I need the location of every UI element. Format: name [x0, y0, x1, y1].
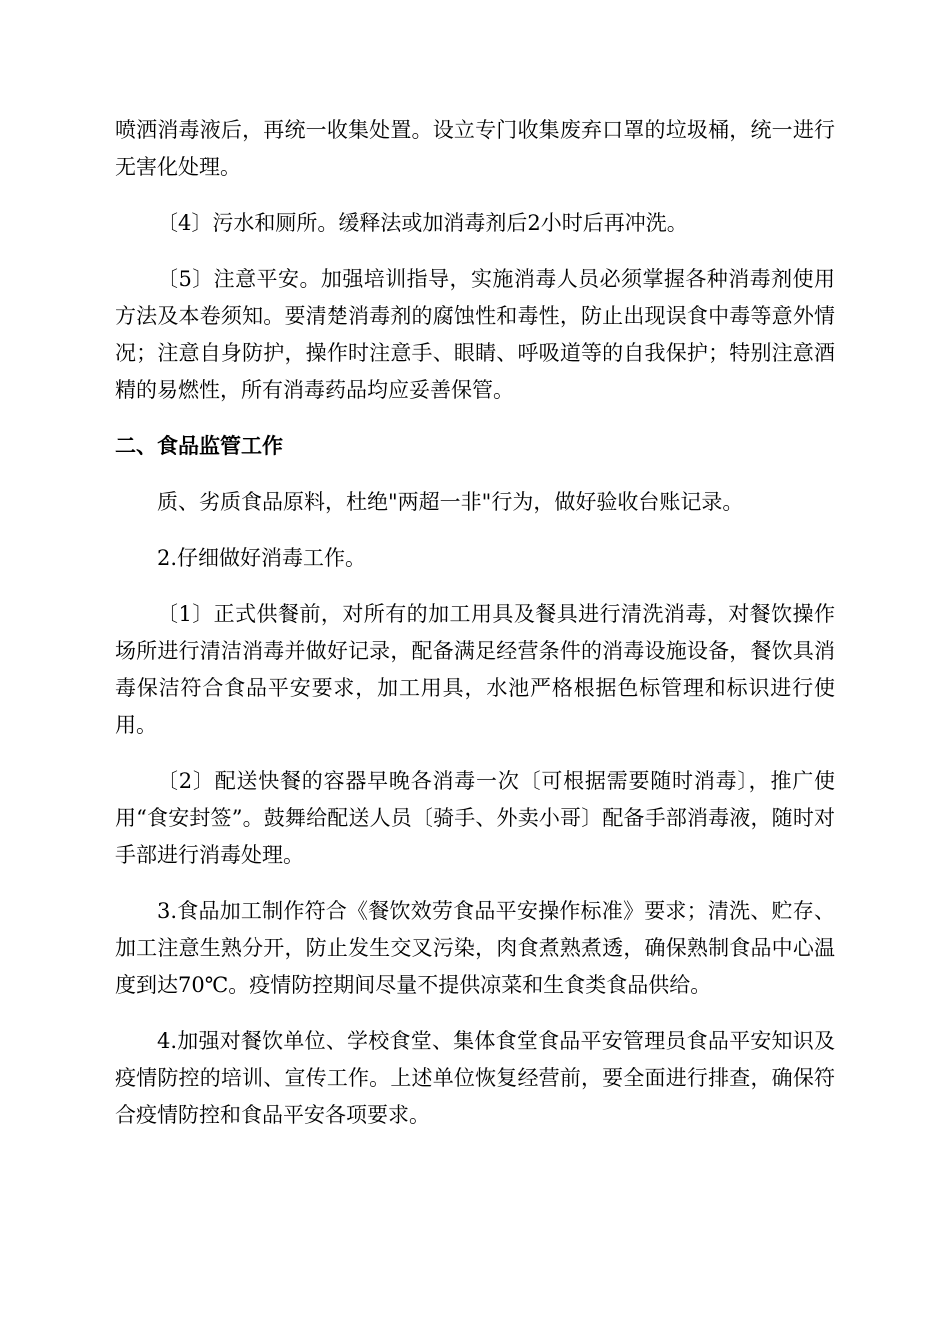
- paragraph-delivery-containers: 〔2〕配送快餐的容器早晚各消毒一次〔可根据需要随时消毒〕，推广使用“食安封签”。鼓舞给配送人员〔骑手、外卖小哥〕配备手部消毒液，随时对手部进行消毒处理。: [115, 769, 835, 867]
- paragraph-pre-service-cleaning: 〔1〕正式供餐前，对所有的加工用具及餐具进行清洗消毒，对餐饮操作场所进行清洁消毒并做好记录，配备满足经营条件的消毒设施设备，餐饮具消毒保洁符合食品平安要求，加工用具，水池严格根据色标管理和标识进行使用。: [115, 602, 835, 737]
- paragraph-continuation: 喷洒消毒液后，再统一收集处置。设立专门收集废弃口罩的垃圾桶，统一进行无害化处理。: [115, 118, 835, 179]
- document-page: [115, 112, 835, 1134]
- paragraph-raw-materials: 质、劣质食品原料，杜绝"两超一非"行为，做好验收台账记录。: [157, 490, 744, 514]
- section-heading-food-supervision: 二、食品监管工作: [115, 434, 283, 458]
- paragraph-food-processing: 3.食品加工制作符合《餐饮效劳食品平安操作标准》要求；清洗、贮存、加工注意生熟分开，防止发生交叉污染，肉食煮熟煮透，确保熟制食品中心温度到达70℃。疫情防控期间尽量不提供凉菜和生食类食品供给。: [115, 899, 835, 997]
- paragraph-disinfection-title: 2.仔细做好消毒工作。: [157, 546, 367, 570]
- paragraph-sewage-toilet: 〔4〕污水和厕所。缓释法或加消毒剂后2小时后再冲洗。: [157, 211, 688, 235]
- paragraph-training: 4.加强对餐饮单位、学校食堂、集体食堂食品平安管理员食品平安知识及疫情防控的培训、宣传工作。上述单位恢复经营前，要全面进行排查，确保符合疫情防控和食品平安各项要求。: [115, 1029, 835, 1127]
- paragraph-safety-notice: 〔5〕注意平安。加强培训指导，实施消毒人员必须掌握各种消毒剂使用方法及本卷须知。要清楚消毒剂的腐蚀性和毒性，防止出现误食中毒等意外情况；注意自身防护，操作时注意手、眼睛、呼吸道等的自我保护；特别注意酒精的易燃性，所有消毒药品均应妥善保管。: [115, 267, 835, 402]
